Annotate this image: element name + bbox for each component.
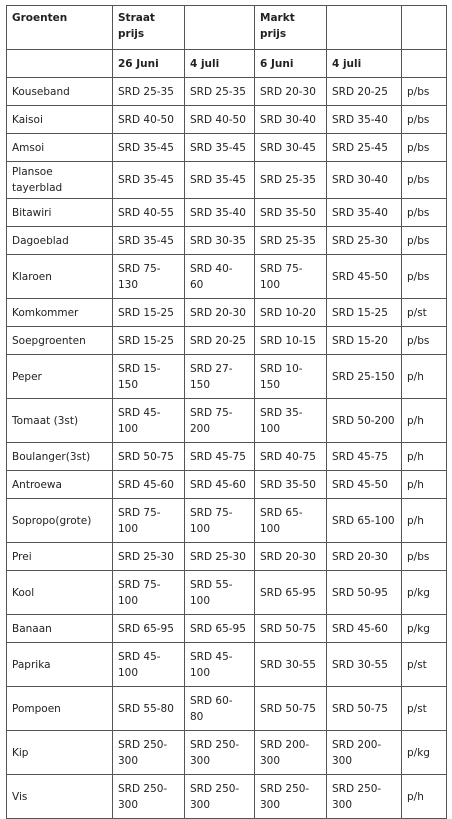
straat-price-cell: SRD 65-95 [185,615,255,643]
straat-price-cell: SRD 75-100 [113,499,185,543]
straat-price-cell: SRD 35-45 [113,134,185,162]
markt-price-cell: SRD 25-150 [327,355,402,399]
product-name-cell: Klaroen [7,255,113,299]
unit-cell: p/st [402,299,447,327]
markt-prijs-label: Markt prijs [260,12,295,40]
unit-cell: p/bs [402,134,447,162]
table-row [7,543,447,571]
product-name-cell: Paprika [7,643,113,687]
header-empty-cell [327,6,402,50]
markt-price-cell: SRD 50-75 [327,687,402,731]
markt-price-cell: SRD 15-25 [327,299,402,327]
product-name-cell: Kip [7,731,113,775]
markt-price-cell: SRD 250- 300 [327,775,402,819]
straat-price-cell: SRD 27- 150 [185,355,255,399]
markt-price-cell: SRD 20-25 [327,78,402,106]
table-row [7,299,447,327]
straat-price-cell: SRD 75-100 [113,571,185,615]
unit-cell: p/h [402,355,447,399]
markt-price-cell: SRD 45-75 [327,443,402,471]
markt-price-cell: SRD 20-30 [255,78,327,106]
straat-price-cell: SRD 35-45 [185,134,255,162]
straat-price-cell: SRD 55- 100 [185,571,255,615]
table-row [7,78,447,106]
straat-price-cell: SRD 75- 100 [185,499,255,543]
product-name-cell: Vis [7,775,113,819]
straat-price-cell: SRD 35-45 [113,227,185,255]
straat-price-cell: SRD 40-50 [185,106,255,134]
table-row [7,643,447,687]
straat-price-cell: SRD 25-30 [113,543,185,571]
unit-cell: p/bs [402,162,447,199]
unit-cell: p/bs [402,78,447,106]
unit-cell: p/st [402,687,447,731]
markt-price-cell: SRD 200- 300 [327,731,402,775]
straat-price-cell: SRD 45-75 [185,443,255,471]
product-name-cell: Boulanger(3st) [7,443,113,471]
markt-price-cell: SRD 30-40 [327,162,402,199]
straat-price-cell: SRD 15-150 [113,355,185,399]
date-row [7,50,447,78]
markt-price-cell: SRD 250- 300 [255,775,327,819]
straat-prijs-label: Straat prijs [118,12,155,40]
straat-price-cell: SRD 45- 100 [185,643,255,687]
markt-price-cell: SRD 35-50 [255,471,327,499]
markt-price-cell: SRD 75-100 [255,255,327,299]
markt-price-cell: SRD 40-75 [255,443,327,471]
markt-price-cell: SRD 25-30 [327,227,402,255]
markt-price-cell: SRD 50-75 [255,687,327,731]
date-cell: 4 juli [327,50,402,78]
straat-price-cell: SRD 35-45 [185,162,255,199]
markt-prijs-header [255,6,327,50]
straat-price-cell: SRD 45- 100 [113,399,185,443]
table-row [7,615,447,643]
date-cell: 6 Juni [255,50,327,78]
product-name-cell: Sopropo(grote) [7,499,113,543]
table-row [7,106,447,134]
unit-cell: p/bs [402,199,447,227]
product-name-cell: Banaan [7,615,113,643]
product-name-cell: Antroewa [7,471,113,499]
unit-cell: p/h [402,399,447,443]
straat-price-cell: SRD 250- 300 [113,731,185,775]
product-name-cell: Soepgroenten [7,327,113,355]
straat-price-cell: SRD 50-75 [113,443,185,471]
markt-price-cell: SRD 45-60 [327,615,402,643]
unit-cell: p/h [402,775,447,819]
table-row [7,199,447,227]
straat-price-cell: SRD 20-30 [185,299,255,327]
date-empty-cell [402,50,447,78]
product-name-cell: Pompoen [7,687,113,731]
straat-price-cell: SRD 45-60 [185,471,255,499]
straat-price-cell: SRD 30-35 [185,227,255,255]
markt-price-cell: SRD 10-15 [255,327,327,355]
straat-prijs-header [113,6,185,50]
markt-price-cell: SRD 45-50 [327,471,402,499]
unit-cell: p/kg [402,731,447,775]
markt-price-cell: SRD 30-55 [327,643,402,687]
markt-price-cell: SRD 30-40 [255,106,327,134]
header-empty-cell [185,6,255,50]
product-name-cell: Kouseband [7,78,113,106]
table-row [7,731,447,775]
table-row [7,499,447,543]
markt-price-cell: SRD 10-20 [255,299,327,327]
straat-price-cell: SRD 60- 80 [185,687,255,731]
markt-price-cell: SRD 10-150 [255,355,327,399]
markt-price-cell: SRD 50-200 [327,399,402,443]
unit-cell: p/st [402,643,447,687]
straat-price-cell: SRD 250- 300 [185,731,255,775]
table-row [7,327,447,355]
product-name-cell: Komkommer [7,299,113,327]
table-row [7,471,447,499]
table-row [7,227,447,255]
product-name-cell: Amsoi [7,134,113,162]
straat-price-cell: SRD 250- 300 [113,775,185,819]
markt-price-cell: SRD 30-45 [255,134,327,162]
straat-price-cell: SRD 250- 300 [185,775,255,819]
product-name-cell: Plansoe tayerblad [7,162,113,199]
price-table [6,5,447,819]
unit-cell: p/kg [402,571,447,615]
date-empty-cell [7,50,113,78]
markt-price-cell: SRD 65-95 [255,571,327,615]
product-name-cell: Kaisoi [7,106,113,134]
table-row [7,255,447,299]
markt-price-cell: SRD 45-50 [327,255,402,299]
table-row [7,134,447,162]
straat-price-cell: SRD 55-80 [113,687,185,731]
unit-cell: p/bs [402,327,447,355]
straat-price-cell: SRD 65-95 [113,615,185,643]
markt-price-cell: SRD 25-45 [327,134,402,162]
markt-price-cell: SRD 50-75 [255,615,327,643]
straat-price-cell: SRD 40-55 [113,199,185,227]
straat-price-cell: SRD 40- 60 [185,255,255,299]
markt-price-cell: SRD 35-100 [255,399,327,443]
markt-price-cell: SRD 20-30 [255,543,327,571]
markt-price-cell: SRD 30-55 [255,643,327,687]
markt-price-cell: SRD 25-35 [255,162,327,199]
straat-price-cell: SRD 25-35 [113,78,185,106]
product-name-cell: Peper [7,355,113,399]
table-row [7,162,447,199]
straat-price-cell: SRD 25-35 [185,78,255,106]
unit-cell: p/bs [402,227,447,255]
markt-price-cell: SRD 200- 300 [255,731,327,775]
date-cell: 26 Juni [113,50,185,78]
straat-price-cell: SRD 25-30 [185,543,255,571]
unit-cell: p/kg [402,615,447,643]
straat-price-cell: SRD 45- 100 [113,643,185,687]
straat-price-cell: SRD 45-60 [113,471,185,499]
date-cell: 4 juli [185,50,255,78]
product-name-cell: Dagoeblad [7,227,113,255]
product-name-cell: Bitawiri [7,199,113,227]
table-row [7,399,447,443]
unit-cell: p/bs [402,543,447,571]
markt-price-cell: SRD 65-100 [327,499,402,543]
header-row [7,6,447,50]
markt-price-cell: SRD 35-40 [327,199,402,227]
straat-price-cell: SRD 75- 200 [185,399,255,443]
markt-price-cell: SRD 50-95 [327,571,402,615]
unit-cell: p/h [402,499,447,543]
table-row [7,687,447,731]
straat-price-cell: SRD 15-25 [113,327,185,355]
product-header: Groenten [7,6,113,50]
unit-cell: p/h [402,443,447,471]
markt-price-cell: SRD 35-40 [327,106,402,134]
table-row [7,571,447,615]
markt-price-cell: SRD 25-35 [255,227,327,255]
markt-price-cell: SRD 35-50 [255,199,327,227]
straat-price-cell: SRD 35-40 [185,199,255,227]
straat-price-cell: SRD 15-25 [113,299,185,327]
unit-cell: p/h [402,471,447,499]
straat-price-cell: SRD 75-130 [113,255,185,299]
straat-price-cell: SRD 20-25 [185,327,255,355]
table-row [7,775,447,819]
markt-price-cell: SRD 65-100 [255,499,327,543]
straat-price-cell: SRD 35-45 [113,162,185,199]
markt-price-cell: SRD 20-30 [327,543,402,571]
straat-price-cell: SRD 40-50 [113,106,185,134]
product-name-cell: Kool [7,571,113,615]
unit-cell: p/bs [402,106,447,134]
header-empty-cell [402,6,447,50]
product-name-cell: Tomaat (3st) [7,399,113,443]
unit-cell: p/bs [402,255,447,299]
table-row [7,355,447,399]
markt-price-cell: SRD 15-20 [327,327,402,355]
product-name-cell: Prei [7,543,113,571]
table-row [7,443,447,471]
